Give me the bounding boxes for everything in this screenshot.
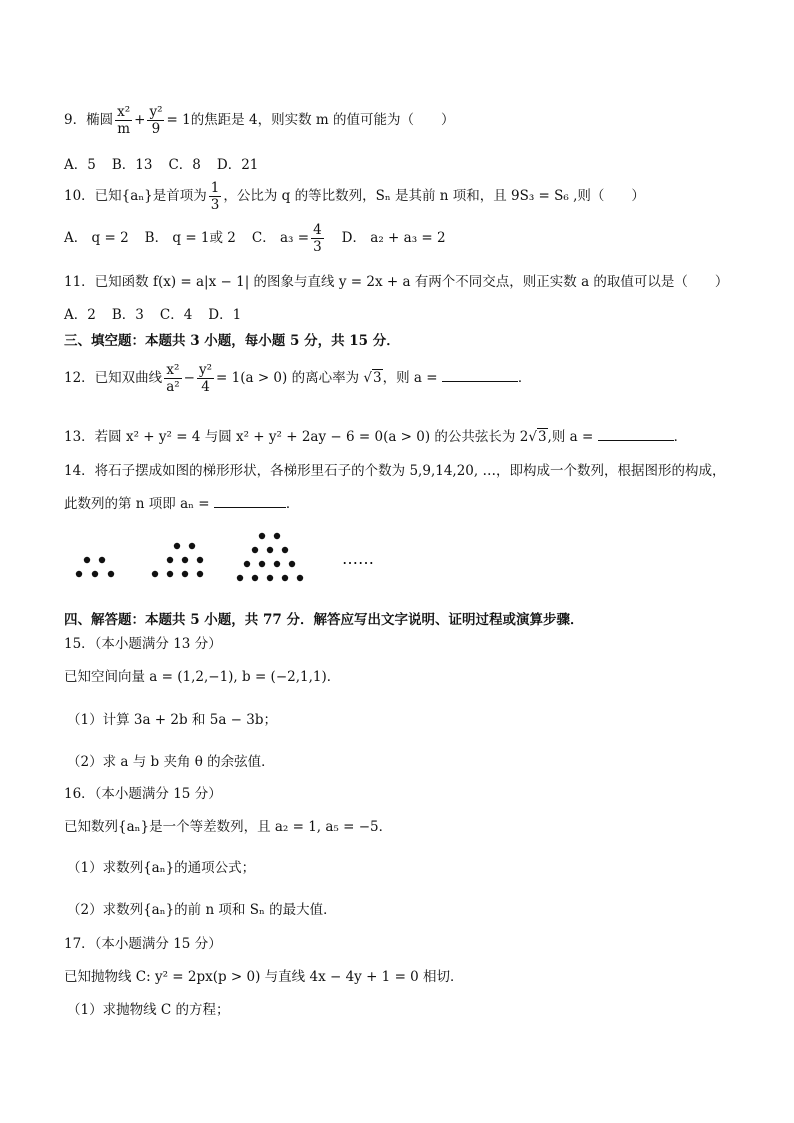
q10-frac: $\frac{1}{3}$ (210, 180, 220, 213)
question-11: 11．已知函数 f(x) = a|x − 1| 的图象与直线 y = 2x + a 有两个不同交点，则正实数 a 的取值可以是（ ） (64, 274, 729, 290)
q16-part-1: （1）求数列{aₙ}的通项公式； (67, 860, 256, 876)
question-9: 9．椭圆 $\frac{\text{x²}}{m}$ + $\frac{\text{y²}}{9}$ = 1的焦距是 4，则实数 m 的值可能为（ ） (64, 104, 455, 137)
q9-options (64, 153, 274, 173)
q17-given: 已知抛物线 C: y² = 2px(p > 0) 与直线 4x − 4y + 1 = 0 相切． (64, 969, 464, 985)
question-13: 13．若圆 x² + y² = 4 与圆 x² + y² + 2ay − 6 = 0(a > 0) 的公共弦长为 2√3,则 a = ． (64, 429, 688, 445)
q15-part-1: （1）计算 3a + 2b 和 5a − 3b； (67, 712, 277, 728)
q9-tail: 的焦距是 4，则实数 m 的值可能为（ ） (190, 112, 455, 128)
question-12: 12．已知双曲线 $\frac{\text{x²}}{\text{a²}}$ − $\frac{\text{y²}}{4}$ = 1(a > 0) 的离心率为 √3，则 a = ． (64, 362, 532, 395)
q13-answer-blank[interactable] (598, 428, 674, 441)
q9-frac-y: $\frac{\text{y²}}{9}$ (149, 104, 163, 137)
question-10: 10．已知{aₙ}是首项为 $\frac{1}{3}$ ，公比为 q 的等比数列，Sₙ 是其前 n 项和，且 9S₃ = S₆ ,则（ ） (64, 180, 645, 213)
question-14-line2: 此数列的第 n 项即 aₙ = ． (64, 496, 300, 512)
q14-answer-blank[interactable] (214, 495, 286, 508)
figure-ellipsis: …… (342, 549, 374, 568)
q12-answer-blank[interactable] (442, 369, 518, 382)
trapezoid-1 (76, 557, 114, 577)
q16-heading: 16．（本小题满分 15 分） (64, 786, 222, 802)
q16-part-2: （2）求数列{aₙ}的前 n 项和 Sₙ 的最大值． (67, 902, 337, 918)
trapezoid-2 (152, 543, 203, 577)
q16-given: 已知数列{aₙ}是一个等差数列，且 a₂ = 1, a₅ = −5． (64, 819, 393, 835)
q9-option-d: D．21 (216, 157, 259, 173)
section-3-heading: 三、填空题：本题共 3 小题，每小题 5 分，共 15 分． (64, 333, 400, 349)
q10-option-a: A． q = 2 (64, 230, 129, 246)
stone-trapezoid-figure (60, 528, 420, 592)
question-14-line1: 14．将石子摆成如图的梯形形状，各梯形里石子的个数为 5,9,14,20, …，即构成一个数列，根据图形的构成， (64, 463, 726, 479)
q9-prefix: 9．椭圆 (64, 112, 114, 128)
q17-heading: 17．（本小题满分 15 分） (64, 936, 222, 952)
q9-frac-x: $\frac{\text{x²}}{m}$ (117, 104, 131, 137)
q10-options (64, 222, 462, 255)
q10-option-c-frac: $\frac{4}{3}$ (313, 222, 322, 255)
q10-option-d: D． a₂ + a₃ = 2 (341, 230, 446, 246)
q10-option-c: C． a₃ = (251, 230, 310, 246)
section-4-heading: 四、解答题：本题共 5 小题，共 77 分．解答应写出文字说明、证明过程或演算步骤． (64, 612, 584, 628)
q15-given: 已知空间向量 a = (1,2,−1), b = (−2,1,1)． (64, 669, 341, 685)
q15-heading: 15．（本小题满分 13 分） (64, 636, 222, 652)
q9-option-c: C．8 (168, 157, 201, 173)
q10-option-b: B． q = 1或 2 (144, 230, 236, 246)
q9-option-b: B．13 (111, 157, 153, 173)
q11-options: A．2 B．3 C．4 D．1 (64, 307, 242, 323)
q15-part-2: （2）求 a 与 b 夹角 θ 的余弦值． (67, 754, 275, 770)
trapezoid-3 (237, 533, 303, 581)
q17-part-1: （1）求抛物线 C 的方程； (67, 1002, 230, 1018)
q9-option-a: A．5 (64, 157, 96, 173)
